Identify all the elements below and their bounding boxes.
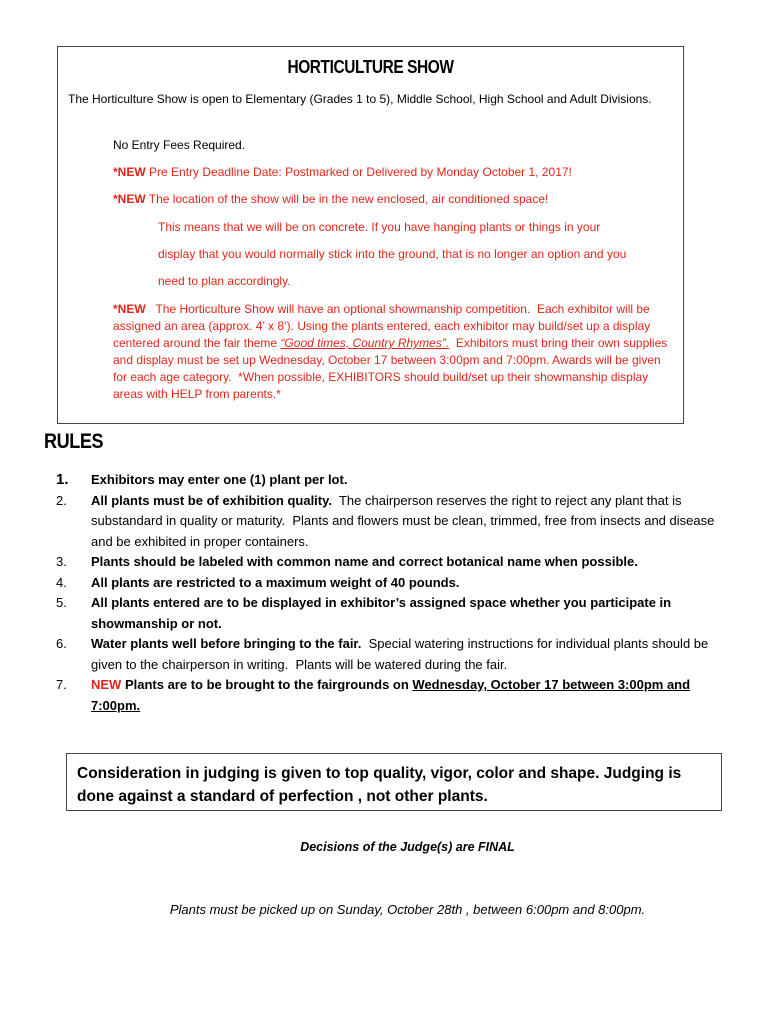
rule-bold-text: Exhibitors may enter one (1) plant per lot. [91,472,348,487]
judges-final-note: Decisions of the Judge(s) are FINAL [300,840,515,854]
rule-number: 4. [56,574,67,590]
rule-item [56,470,736,491]
horticulture-show-box [57,46,684,424]
showmanship-text-2: Exhibitors must bring their own supplies and display must be set up Wednesday, October 17 between 3:00pm and 7:00pm. Awards will be given for each age category. *When possible, EXHIBITORS should build/set up their showmanship display areas with HELP from parents.* [113,336,671,401]
rule-number: 7. [56,677,67,692]
showmanship-note [113,301,675,403]
rule-bold-text: Plants are to be brought to the fairgrounds on [121,677,413,692]
rule-number: 3. [56,554,67,569]
concrete-note-line3: need to plan accordingly. [158,274,291,288]
pickup-note: Plants must be picked up on Sunday, October 28th , between 6:00pm and 8:00pm. [169,902,646,917]
rule-new-tag: NEW [91,677,122,692]
location-new-tag: *NEW [113,192,146,206]
no-fees-note: No Entry Fees Required. [113,138,246,152]
deadline-note [113,164,673,181]
showmanship-text-1: The Horticulture Show will have an optional showmanship competition. Each exhibitor will be assigned an area (approx. 4’ x 8’). Using the plants entered, each exhibitor may build/set up a display centered around the fair theme [113,302,654,350]
rule-number: 1. [56,471,69,488]
rule-text: The chairperson reserves the right to reject any plant that is substandard in quality or maturity. Plants and flowers must be clean, trimmed, free from insects and disease and be exhibited in proper containers. [91,492,718,549]
rule-bold-text: Plants should be labeled with common name and correct botanical name when possible. [91,554,638,569]
rule-number: 6. [56,636,67,651]
rule-item [56,675,736,716]
rule-bold-text: All plants entered are to be displayed in exhibitor’s assigned space whether you participate in showmanship or not. [91,595,672,631]
show-title: HORTICULTURE SHOW [287,57,454,77]
rule-item [56,573,736,594]
rule-bold-text: All plants must be of exhibition quality. [91,492,332,508]
rule-bold-text: All plants are restricted to a maximum weight of 40 pounds. [91,574,460,590]
rule-number: 2. [56,492,67,508]
drop-off-date: Wednesday, October 17 between 3:00pm and 7:00pm. [91,677,691,713]
concrete-note-line1: This means that we will be on concrete. If you have hanging plants or things in your [158,220,601,234]
show-intro: The Horticulture Show is open to Elementary (Grades 1 to 5), Middle School, High School and Adult Divisions. [68,92,652,106]
location-note [113,191,673,208]
judging-criteria-box: Consideration in judging is given to top quality, vigor, color and shape. Judging is done against a standard of perfection , not other plants. [66,753,722,811]
rule-item [56,552,736,573]
deadline-text: Pre Entry Deadline Date: Postmarked or Delivered by Monday October 1, 2017! [145,165,572,179]
rule-number: 5. [56,595,67,610]
deadline-new-tag: *NEW [113,165,146,179]
rules-heading: RULES [44,430,104,453]
rule-bold-text: Water plants well before bringing to the fair. [91,636,362,651]
location-text: The location of the show will be in the new enclosed, air conditioned space! [145,192,549,206]
rule-item [56,634,736,675]
concrete-note-line2: display that you would normally stick into the ground, that is no longer an option and you [158,247,627,261]
rule-item [56,491,736,553]
showmanship-new-tag: *NEW [113,302,146,316]
rules-list [56,470,736,716]
fair-theme: “Good times, Country Rhymes”. [280,336,450,350]
rule-text: Special watering instructions for individual plants should be given to the chairperson in writing. Plants will be watered during the fair. [91,636,712,672]
rule-item [56,593,736,634]
